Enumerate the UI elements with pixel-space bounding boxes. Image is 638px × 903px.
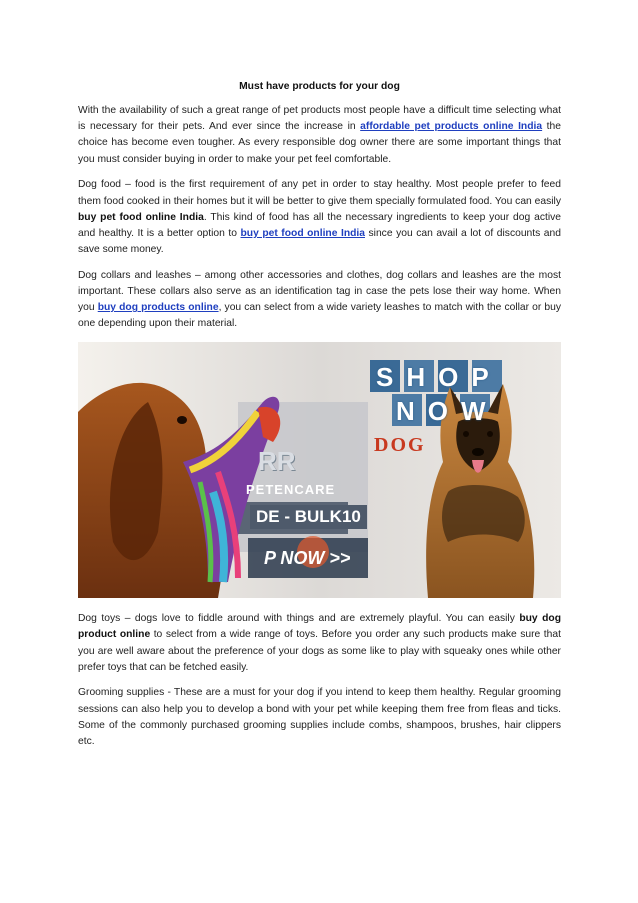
banner-now-text: NOW (396, 396, 499, 427)
banner-care-text: PETENCARE (246, 482, 336, 498)
dog-food-paragraph (78, 177, 561, 258)
intro-text: With the availability of such a great range of pet products most people have a difficult time selecting what is necessary for their pets. And ever since the increase in (78, 105, 561, 133)
food-text: Dog food – food is the first requirement of any pet in order to stay healthy. Most people prefer to feed them food cooked in their homes but it will be better to give them specially formulated food. You can easily (78, 179, 561, 207)
affordable-pet-products-link[interactable]: affordable pet products online India (360, 121, 543, 133)
banner-code-text: DE - BULK10 (250, 505, 367, 529)
food-text-end: since you can avail a lot of discounts and save some money. (78, 227, 561, 256)
banner-shop-text: SHOP (376, 362, 502, 393)
banner-dog-text: DOG (374, 434, 426, 457)
page-title: Must have products for your dog (239, 81, 400, 92)
intro-text-end: the choice has become even tougher. As every responsible dog owner there are some important things that you must consider buying in order to make your pet feel comfortable. (78, 121, 562, 165)
toys-text: Dog toys – dogs love to fiddle around with things and are extremely playful. You can easily (78, 613, 520, 625)
banner-shopnow-text: P NOW >> (264, 548, 351, 569)
collars-text-end: , you can select from a wide variety leashes to match with the collar or buy one depending upon their material. (78, 302, 562, 330)
buy-dog-products-link[interactable]: buy dog products online (97, 302, 219, 314)
banner-brand-text: RR (258, 446, 296, 477)
toys-bold-phrase: buy dog product online (78, 613, 561, 641)
dog-toys-paragraph (78, 611, 561, 676)
collars-text: Dog collars and leashes – among other accessories and clothes, dog collars and leashes are the most important. These collars also serve as an identification tag in case the pets lose their way home. When you (78, 269, 561, 314)
promo-banner-image (78, 342, 561, 598)
collars-paragraph (78, 268, 561, 333)
food-text-mid: . This kind of food has all the necessary ingredients to keep your dog active and healthy. It is a better option to (78, 211, 561, 239)
buy-pet-food-link[interactable]: buy pet food online India (240, 227, 365, 239)
grooming-paragraph: Grooming supplies - These are a must for your dog if you intend to keep them healthy. Regular grooming sessions can also help you to develop a bond with your pet while keeping them free from fleas and ticks. Some of the commonly purchased grooming supplies include combs, shampoos, brushes, hair clippers etc. (78, 687, 561, 748)
document-page (78, 80, 561, 760)
toys-text-end: to select from a wide range of toys. Before you order any such products make sure that you are well aware about the preference of your dogs as some like to play with squeaky ones while other prefer toys that can be fetched easily. (78, 629, 561, 673)
intro-paragraph (78, 103, 561, 168)
food-bold-phrase: buy pet food online India (78, 211, 204, 223)
